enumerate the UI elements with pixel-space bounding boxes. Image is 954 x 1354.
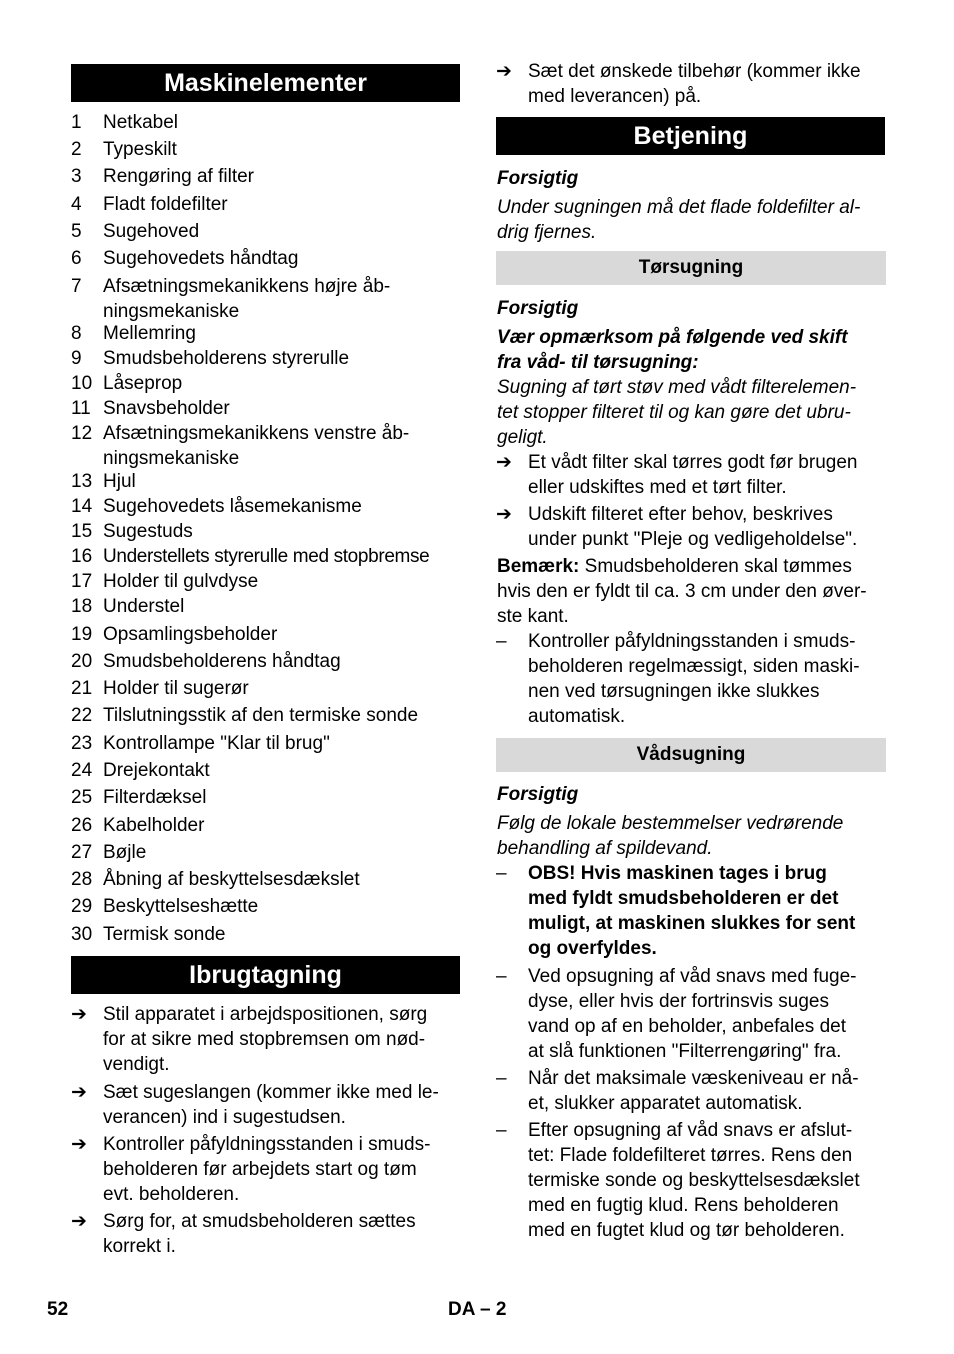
- part-label: Opsamlingsbeholder: [103, 624, 278, 645]
- part-number: 22: [71, 705, 93, 726]
- part-label: Sugehovedets låsemekanisme: [103, 496, 362, 517]
- arrow-right-icon: ➔: [496, 452, 512, 473]
- part-number: 10: [71, 373, 93, 394]
- part-label: Termisk sonde: [103, 924, 226, 945]
- part-label: Fladt foldefilter: [103, 194, 228, 215]
- part-label: Kontrollampe "Klar til brug": [103, 733, 330, 754]
- heading-machine-elements: Maskinelementer: [71, 64, 460, 102]
- dry-caution-text: Sugning af tørt støv med vådt filterelemen- tet stopper filteret til og kan gøre det ubru- geligt.: [497, 377, 857, 448]
- note-paragraph: [497, 554, 887, 629]
- part-label: Sugehoved: [103, 221, 200, 242]
- dash-bullet: –: [496, 966, 507, 987]
- part-number: 27: [71, 842, 93, 863]
- part-number: 25: [71, 787, 93, 808]
- heading-wet-vacuuming: Vådsugning: [496, 738, 886, 772]
- part-label: Rengøring af filter: [103, 166, 255, 187]
- arrow-right-icon: ➔: [71, 1004, 87, 1025]
- arrow-right-icon: ➔: [71, 1082, 87, 1103]
- part-label: Holder til sugerør: [103, 678, 249, 699]
- part-label: Holder til gulvdyse: [103, 571, 259, 592]
- part-number: 20: [71, 651, 93, 672]
- arrow-right-icon: ➔: [71, 1134, 87, 1155]
- part-number: 15: [71, 521, 93, 542]
- part-label: Netkabel: [103, 112, 178, 133]
- part-number: 7: [71, 276, 82, 297]
- part-number: 17: [71, 571, 93, 592]
- page-number: 52: [47, 1299, 69, 1320]
- heading-commissioning: Ibrugtagning: [71, 956, 460, 994]
- dry-caution-bold: Vær opmærksom på følgende ved skift fra våd- til tørsugning:: [497, 327, 848, 373]
- part-label: Åbning af beskyttelsesdækslet: [103, 869, 360, 890]
- part-label: Afsætningsmekanikkens højre åb- ningsmekaniske: [103, 276, 391, 322]
- caution-filter-text: Under sugningen må det flade foldefilter al- drig fjernes.: [497, 197, 861, 243]
- part-label: Filterdæksel: [103, 787, 207, 808]
- arrow-right-icon: ➔: [496, 504, 512, 525]
- part-number: 18: [71, 596, 93, 617]
- part-label: Sugehovedets håndtag: [103, 248, 299, 269]
- note-text: Smudsbeholderen skal tømmes hvis den er fyldt til ca. 3 cm under den øver- ste kant.: [497, 556, 867, 627]
- caution-label: Forsigtig: [497, 168, 579, 189]
- part-number: 6: [71, 248, 82, 269]
- part-number: 21: [71, 678, 93, 699]
- arrow-right-icon: ➔: [71, 1211, 87, 1232]
- dash-bullet: –: [496, 631, 507, 652]
- part-number: 13: [71, 471, 93, 492]
- part-label: Bøjle: [103, 842, 147, 863]
- part-number: 11: [71, 398, 91, 419]
- part-label: Snavsbeholder: [103, 398, 230, 419]
- part-label: Smudsbeholderens håndtag: [103, 651, 341, 672]
- part-number: 9: [71, 348, 82, 369]
- part-label: Kabelholder: [103, 815, 205, 836]
- part-number: 2: [71, 139, 82, 160]
- part-number: 14: [71, 496, 93, 517]
- commissioning-step-text: Sæt sugeslangen (kommer ikke med le- verancen) ind i sugestudsen.: [103, 1082, 439, 1128]
- part-label: Typeskilt: [103, 139, 177, 160]
- wet-caution-label: Forsigtig: [497, 784, 579, 805]
- part-label: Understel: [103, 596, 185, 617]
- commissioning-step-text: Sørg for, at smudsbeholderen sættes korrekt i.: [103, 1211, 416, 1257]
- part-label: Afsætningsmekanikkens venstre åb- ningsmekaniske: [103, 423, 410, 469]
- dash-bullet: –: [496, 1068, 507, 1089]
- note-label: Bemærk:: [497, 556, 580, 577]
- part-number: 12: [71, 423, 93, 444]
- part-number: 29: [71, 896, 93, 917]
- dash-bullet: –: [496, 863, 507, 884]
- part-number: 26: [71, 815, 93, 836]
- part-label: Hjul: [103, 471, 136, 492]
- dash-bullet: –: [496, 1120, 507, 1141]
- part-label: Tilslutningsstik af den termiske sonde: [103, 705, 419, 726]
- part-number: 23: [71, 733, 93, 754]
- part-label: Mellemring: [103, 323, 196, 344]
- part-number: 5: [71, 221, 82, 242]
- part-number: 16: [71, 546, 93, 567]
- part-number: 3: [71, 166, 82, 187]
- part-number: 28: [71, 869, 93, 890]
- part-number: 8: [71, 323, 82, 344]
- commissioning-step-text: Kontroller påfyldningsstanden i smuds- beholderen før arbejdets start og tøm evt. beholderen.: [103, 1134, 431, 1205]
- section-label: DA – 2: [448, 1299, 507, 1320]
- commissioning-step-text: Stil apparatet i arbejdspositionen, sørg for at sikre med stopbremsen om nød- vendigt.: [103, 1004, 428, 1075]
- part-number: 24: [71, 760, 93, 781]
- heading-operation: Betjening: [496, 117, 885, 155]
- wet-caution-text: Følg de lokale bestemmelser vedrørende behandling af spildevand.: [497, 813, 844, 859]
- part-number: 1: [71, 112, 82, 133]
- heading-dry-vacuuming: Tørsugning: [496, 251, 886, 285]
- part-label: Låseprop: [103, 373, 183, 394]
- part-label: Smudsbeholderens styrerulle: [103, 348, 350, 369]
- part-label: Sugestuds: [103, 521, 193, 542]
- part-number: 30: [71, 924, 93, 945]
- part-label: Understellets styrerulle med stopbremse: [103, 546, 430, 567]
- part-number: 4: [71, 194, 82, 215]
- part-label: Drejekontakt: [103, 760, 210, 781]
- part-number: 19: [71, 624, 93, 645]
- arrow-right-icon: ➔: [496, 61, 512, 82]
- dry-caution-label: Forsigtig: [497, 298, 579, 319]
- part-label: Beskyttelseshætte: [103, 896, 259, 917]
